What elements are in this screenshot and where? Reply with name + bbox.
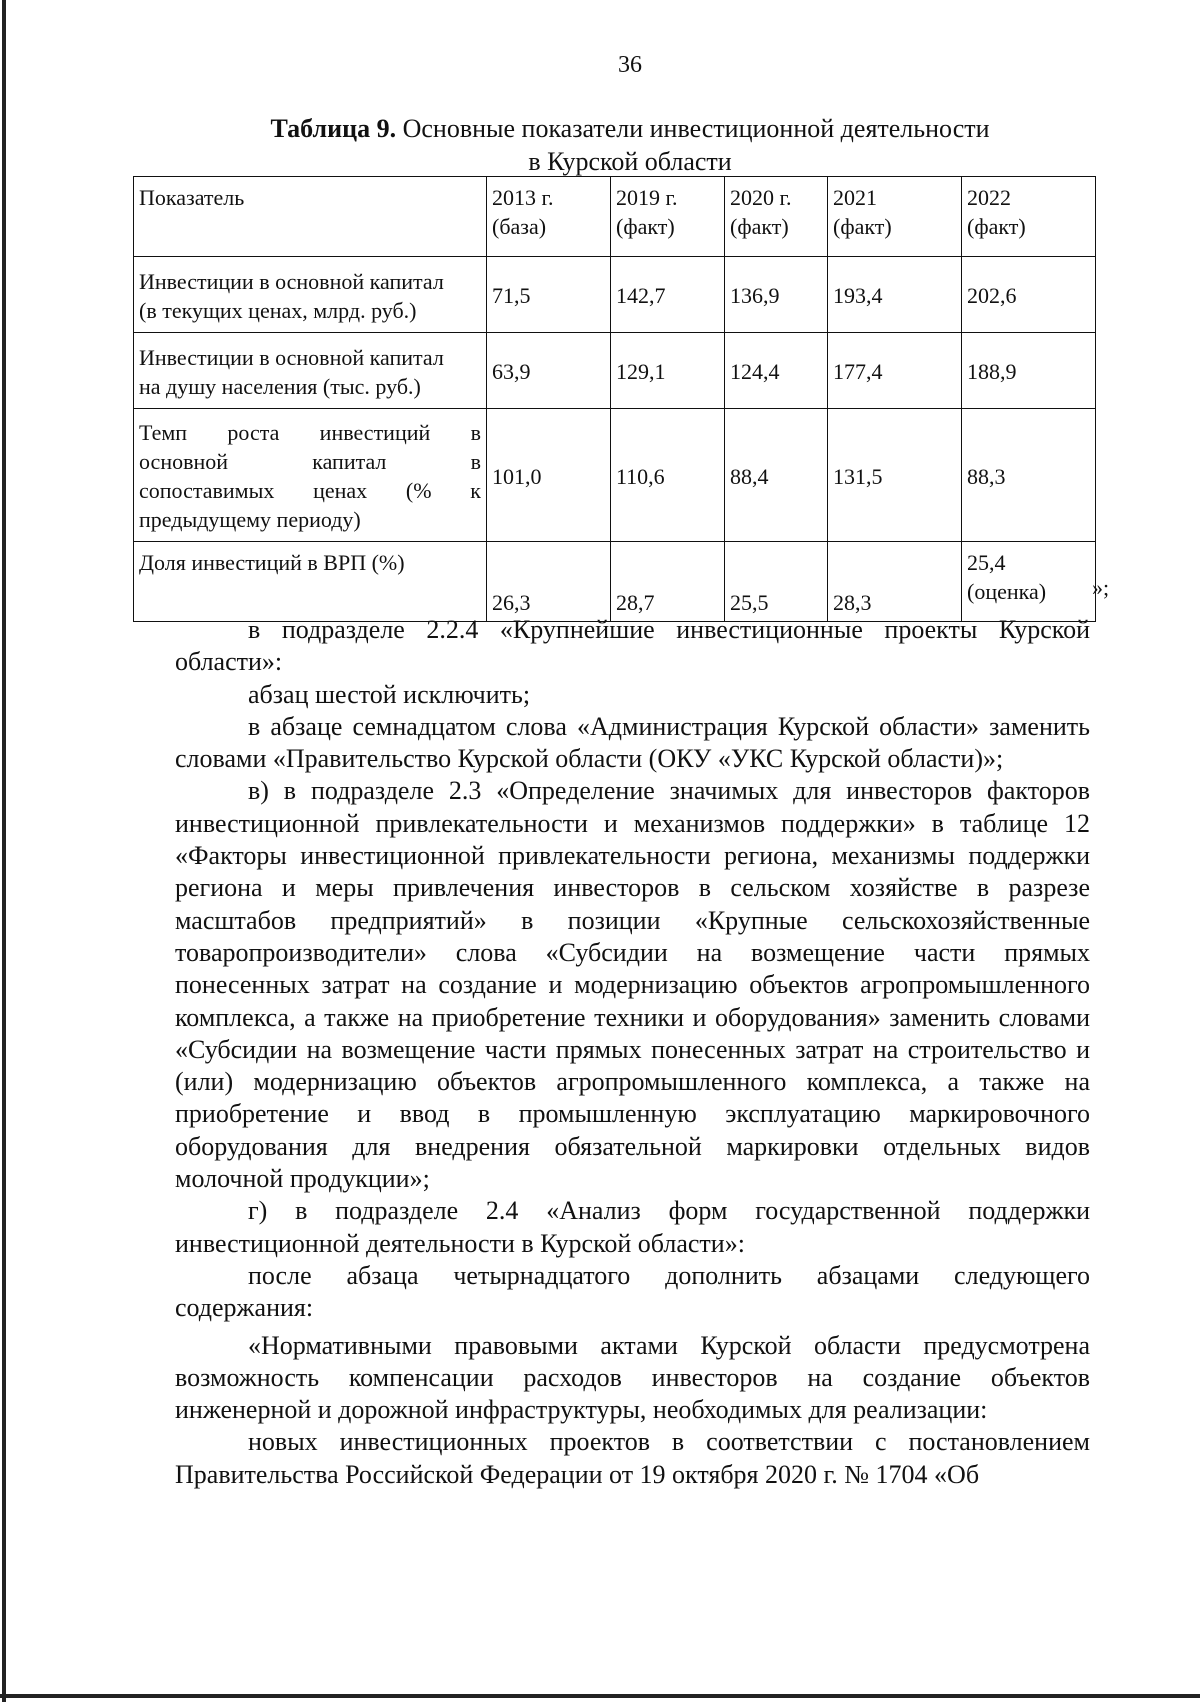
table-cell: 101,0 (487, 409, 611, 542)
paragraph: в абзаце семнадцатом слова «Администрация Курской области» заменить словами «Правительство Курской области (ОКУ «УКС Курской области)»; (175, 711, 1090, 774)
investment-indicators-table (133, 176, 1096, 622)
table-row (134, 409, 1096, 542)
table-caption-title-line2: в Курской области (528, 147, 732, 176)
paragraph: новых инвестиционных проектов в соответствии с постановлением Правительства Российской Федерации от 19 октября 2020 г. № 1704 «Об (175, 1427, 1090, 1489)
table-cell: 131,5 (828, 409, 962, 542)
table-row (134, 257, 1096, 333)
table-closing-quote: »; (1092, 575, 1110, 600)
paragraph: г) в подразделе 2.4 «Анализ форм государственной поддержки инвестиционной деятельности в Курской области»: (175, 1196, 1090, 1258)
header-2013 (487, 177, 611, 257)
table-cell: 129,1 (611, 333, 725, 409)
table-cell: 63,9 (487, 333, 611, 409)
table-header-row (134, 177, 1096, 257)
row-label: Доля инвестиций в ВРП (%) (134, 542, 487, 622)
header-2019-year: 2019 г. (616, 185, 678, 210)
table-cell: 88,4 (725, 409, 828, 542)
paragraph: абзац шестой исключить; (248, 679, 531, 709)
header-2019 (611, 177, 725, 257)
header-indicator: Показатель (134, 177, 487, 257)
header-2020-note: (факт) (730, 214, 789, 239)
header-2022-year: 2022 (967, 185, 1011, 210)
table-cell: 124,4 (725, 333, 828, 409)
table-cell: 28,7 (611, 542, 725, 622)
table-caption-title: Основные показатели инвестиционной деятельности (396, 114, 990, 143)
page-number: 36 (618, 52, 642, 78)
paragraph: в) в подразделе 2.3 «Определение значимых для инвесторов факторов инвестиционной привлекательности и механизмов поддержки» в таблице 12 «Факторы инвестиционной привлекательности региона, механизмы поддержки региона и меры привлечения инвесторов в сельском хозяйстве в разрезе масштабов предприятий» в позиции «Крупные сельскохозяйственные товаропроизводители» слова «Субсидии на возмещение части прямых понесенных затрат на создание и модернизацию объектов агропромышленного комплекса, а также на приобретение техники и оборудования» заменить словами «Субсидии на возмещение части прямых понесенных затрат на строительство и (или) модернизацию объектов агропромышленного комплекса, а также на приобретение и ввод в промышленную эксплуатацию маркировочного оборудования для внедрения обязательной маркировки отдельных видов молочной продукции»; (175, 776, 1090, 1194)
estimate-note: (оценка) (967, 579, 1047, 604)
header-2022 (962, 177, 1096, 257)
header-2020-year: 2020 г. (730, 185, 792, 210)
table-cell: 110,6 (611, 409, 725, 542)
header-2019-note: (факт) (616, 214, 675, 239)
header-2021-year: 2021 (833, 185, 877, 210)
header-2021 (828, 177, 962, 257)
paragraph: в подразделе 2.2.4 «Крупнейшие инвестиционные проекты Курской области»: (175, 615, 1090, 677)
table-cell: 202,6 (962, 257, 1096, 333)
table-caption-label: Таблица 9. (270, 114, 397, 143)
table-cell: 142,7 (611, 257, 725, 333)
scan-border-left (2, 0, 6, 1702)
table-cell: 28,3 (828, 542, 962, 622)
table-cell: 177,4 (828, 333, 962, 409)
header-2022-note: (факт) (967, 214, 1026, 239)
table-cell: 188,9 (962, 333, 1096, 409)
table-cell: 88,3 (962, 409, 1096, 542)
table-cell: 136,9 (725, 257, 828, 333)
table-cell: 26,3 (487, 542, 611, 622)
table-cell: 71,5 (487, 257, 611, 333)
header-2013-note: (база) (492, 214, 547, 239)
header-2020 (725, 177, 828, 257)
header-2021-note: (факт) (833, 214, 892, 239)
table-row (134, 542, 1096, 622)
scan-border-bottom (0, 1694, 1200, 1698)
table-cell: 25,5 (725, 542, 828, 622)
paragraph: после абзаца четырнадцатого дополнить абзацами следующего содержания: (175, 1260, 1090, 1323)
row-label: Инвестиции в основной капитал на душу населения (тыс. руб.) (134, 333, 487, 409)
document-body (175, 614, 1090, 1491)
table-row (134, 333, 1096, 409)
row-label: Темп роста инвестиций в основной капитал в сопоставимых ценах (% к предыдущему периоду) (134, 409, 487, 542)
table-cell: 193,4 (828, 257, 962, 333)
table-caption (200, 112, 1060, 178)
table-cell: 25,4 (оценка) (962, 542, 1096, 622)
header-2013-year: 2013 г. (492, 185, 554, 210)
row-label: Инвестиции в основной капитал (в текущих ценах, млрд. руб.) (134, 257, 487, 333)
paragraph: «Нормативными правовыми актами Курской области предусмотрена возможность компенсации расходов инвесторов на создание объектов инженерной и дорожной инфраструктуры, необходимых для реализации: (175, 1330, 1090, 1425)
